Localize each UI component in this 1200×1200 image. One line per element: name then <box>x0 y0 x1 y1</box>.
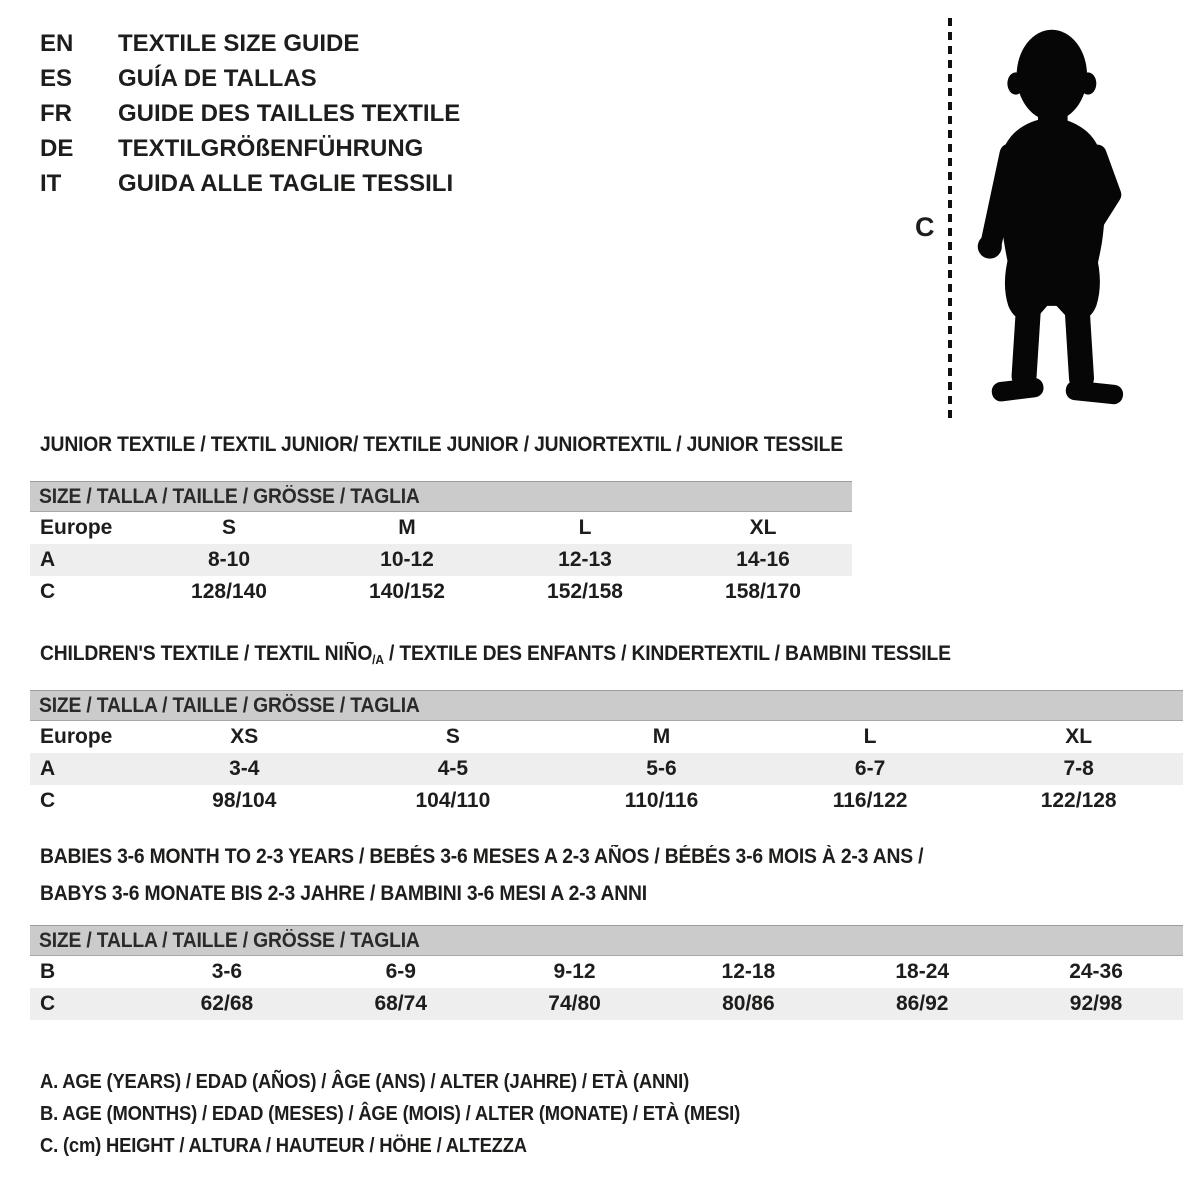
table-row <box>30 785 1183 817</box>
junior-section-heading <box>40 433 913 457</box>
table-row <box>30 576 852 608</box>
table-cell: 74/80 <box>548 992 601 1015</box>
table-cell: 80/86 <box>722 992 775 1015</box>
babies-heading-line2: BABYS 3-6 MONATE BIS 2-3 JAHRE / BAMBINI 3-6 MESI A 2-3 ANNI <box>40 882 647 905</box>
table-cell: 140/152 <box>369 580 445 603</box>
lang-title: TEXTILE SIZE GUIDE <box>118 29 360 57</box>
height-dashed-line <box>948 18 952 418</box>
lang-title: GUÍA DE TALLAS <box>118 64 317 92</box>
babies-section-heading <box>40 843 1000 917</box>
babies-size-table <box>30 925 1183 1020</box>
table-cell: A <box>40 757 56 780</box>
table-cell: 152/158 <box>547 580 623 603</box>
table-cell: M <box>398 516 416 539</box>
language-title-list <box>40 26 460 201</box>
table-cell: 12-13 <box>558 548 612 571</box>
children-size-table <box>30 690 1183 817</box>
table-cell: 62/68 <box>200 992 254 1015</box>
table-cell: 24-36 <box>1069 960 1123 983</box>
table-cell: S <box>221 516 236 539</box>
lang-code: EN <box>40 29 74 57</box>
footnote-c: C. (cm) HEIGHT / ALTURA / HAUTEUR / HÖHE / ALTEZZA <box>40 1135 527 1157</box>
lang-code: IT <box>40 169 62 197</box>
table-cell: 8-10 <box>207 548 251 571</box>
table-cell: Europe <box>40 516 113 539</box>
table-cell: 68/74 <box>374 992 428 1015</box>
table-cell: 98/104 <box>212 789 277 812</box>
lang-code: DE <box>40 134 74 162</box>
lang-row-it <box>40 166 460 201</box>
table-cell: B <box>40 960 56 983</box>
table-cell: L <box>863 725 877 748</box>
table-cell: Europe <box>40 725 113 748</box>
junior-heading-text: JUNIOR TEXTILE / TEXTIL JUNIOR/ TEXTILE JUNIOR / JUNIORTEXTIL / JUNIOR TESSILE <box>40 433 843 456</box>
table-cell: 7-8 <box>1063 757 1094 780</box>
table-cell: M <box>652 725 671 748</box>
table-cell: 86/92 <box>895 992 949 1015</box>
table-cell: C <box>40 580 56 603</box>
table-cell: 104/110 <box>415 789 491 812</box>
lang-code: FR <box>40 99 72 127</box>
table-cell: 10-12 <box>380 548 434 571</box>
table-cell: 4-5 <box>437 757 469 780</box>
table-cell: 3-4 <box>229 757 260 780</box>
size-table-header <box>30 690 1183 721</box>
table-cell: 116/122 <box>832 789 908 812</box>
table-row <box>30 512 852 544</box>
footnote-a: A. AGE (YEARS) / EDAD (AÑOS) / ÂGE (ANS) / ALTER (JAHRE) / ETÀ (ANNI) <box>40 1071 690 1093</box>
baby-silhouette-icon <box>962 12 1138 420</box>
table-cell: S <box>445 725 460 748</box>
children-section-heading <box>40 642 1030 666</box>
lang-row-fr <box>40 96 460 131</box>
lang-title: TEXTILGRÖßENFÜHRUNG <box>118 134 424 162</box>
size-table-header <box>30 481 852 512</box>
table-row <box>30 721 1183 753</box>
junior-size-table <box>30 481 852 608</box>
table-cell: 92/98 <box>1069 992 1123 1015</box>
height-measure-label: C <box>915 212 935 242</box>
lang-row-en <box>40 26 460 61</box>
table-cell: 5-6 <box>646 757 677 780</box>
table-row <box>30 988 1183 1020</box>
lang-code: ES <box>40 64 73 92</box>
lang-title: GUIDA ALLE TAGLIE TESSILI <box>118 169 454 197</box>
table-cell: XL <box>749 516 777 539</box>
size-header-label: SIZE / TALLA / TAILLE / GRÖSSE / TAGLIA <box>39 485 420 508</box>
table-cell: 12-18 <box>721 960 776 983</box>
size-header-label: SIZE / TALLA / TAILLE / GRÖSSE / TAGLIA <box>39 929 420 952</box>
size-header-label: SIZE / TALLA / TAILLE / GRÖSSE / TAGLIA <box>39 694 420 717</box>
table-cell: 3-6 <box>211 960 243 983</box>
footnote-b: B. AGE (MONTHS) / EDAD (MESES) / ÂGE (MOIS) / ALTER (MONATE) / ETÀ (MESI) <box>40 1103 741 1125</box>
table-cell: XS <box>230 725 259 748</box>
table-cell: 9-12 <box>553 960 596 983</box>
table-cell: 6-9 <box>385 960 416 983</box>
footnote-legend <box>40 1066 801 1162</box>
table-cell: XL <box>1065 725 1093 748</box>
table-cell: 6-7 <box>854 757 886 780</box>
babies-heading-line1: BABIES 3-6 MONTH TO 2-3 YEARS / BEBÉS 3-6 MESES A 2-3 AÑOS / BÉBÉS 3-6 MOIS À 2-3 ANS / <box>40 845 924 868</box>
table-row <box>30 753 1183 785</box>
lang-row-de <box>40 131 460 166</box>
lang-row-es <box>40 61 460 96</box>
table-cell: 18-24 <box>895 960 950 983</box>
table-cell: 14-16 <box>736 548 790 571</box>
table-cell: 158/170 <box>725 580 801 603</box>
table-cell: 128/140 <box>191 580 267 603</box>
table-row <box>30 544 852 576</box>
table-cell: 110/116 <box>624 789 699 812</box>
table-row <box>30 956 1183 988</box>
table-cell: 122/128 <box>1040 789 1117 812</box>
nino-a-subscript: /A <box>372 652 384 667</box>
table-cell: C <box>40 992 56 1015</box>
lang-title: GUIDE DES TAILLES TEXTILE <box>118 99 461 127</box>
table-cell: C <box>40 789 56 812</box>
table-cell: L <box>578 516 592 539</box>
size-table-header <box>30 925 1183 956</box>
table-cell: A <box>40 548 56 571</box>
children-heading-text: CHILDREN'S TEXTILE / TEXTIL NIÑO/A / TEXTILE DES ENFANTS / KINDERTEXTIL / BAMBINI TESSILE <box>40 642 951 667</box>
